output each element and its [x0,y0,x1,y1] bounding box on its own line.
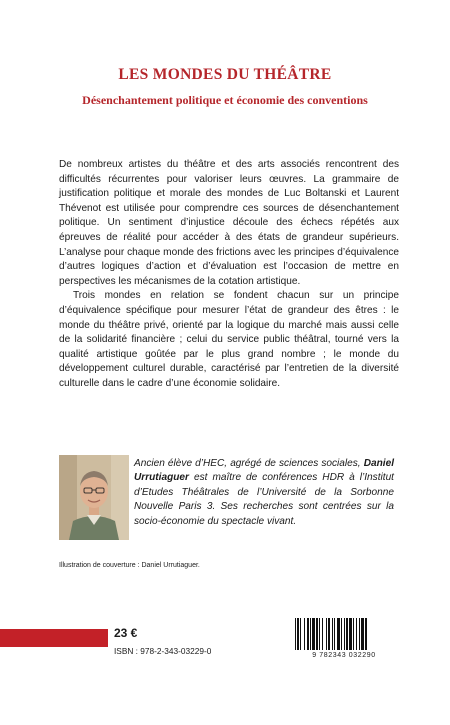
barcode-bar [316,618,318,650]
author-name: Daniel Urrutiaguer [134,458,394,484]
barcode-bar [297,618,299,650]
author-portrait-illustration [59,455,129,540]
book-title: LES MONDES DU THÉÂTRE [118,66,332,83]
barcode-bar [361,618,364,650]
barcode-bar [300,618,301,650]
book-subtitle: Désenchantement politique et économie des conventions [82,93,368,107]
barcode-bar [337,618,340,650]
barcode-bar [326,618,327,650]
barcode-bars [289,618,395,652]
bio-intro: Ancien élève d’HEC, agrégé de sciences sociales, [134,458,361,469]
barcode-bar [319,618,320,650]
barcode-bar [322,618,323,650]
barcode-bar [346,618,348,650]
back-cover-blurb [59,158,399,392]
barcode-bar [295,618,296,650]
cover-illustration-credit: Illustration de couverture : Daniel Urrutiaguer. [59,562,200,569]
price: 23 € [114,626,138,640]
barcode-bar [334,618,335,650]
barcode-bar [304,618,305,650]
blurb-paragraph-1: De nombreux artistes du théâtre et des arts associés rencontrent des difficultés récurrentes pour valoriser leurs œuvres. La grammaire de justification politique et morale des mondes de Luc Boltanski et Laurent Thévenot est utilisée pour comprendre ces sources de désenchantement politique. Un sentiment d’injustice découle des échecs répétés aux épreuves de réalité pour accéder à des états de grandeur supérieurs. L’analyse pour chaque monde des frictions avec les principes d’équivalence d’autres logiques d’action et d’évaluation est l’occasion de mettre en perspectives les mécanismes de la cotation artistique. [59,159,399,287]
barcode-bar [332,618,333,650]
barcode-bar [353,618,354,650]
barcode-bar [312,618,315,650]
barcode-bar [365,618,367,650]
barcode-bar [356,618,357,650]
barcode-bar [349,618,352,650]
author-photo [59,455,129,540]
barcode-bar [307,618,309,650]
barcode-bar [359,618,360,650]
barcode-bar [344,618,345,650]
red-accent-bar [0,629,108,647]
bio-text: est maître de conférences HDR à l’Institut d’Etudes Théâtrales de l’Université de la Sorbonne Nouvelle Paris 3. Ses recherches sont centrées sur la socio-économie du spectacle vivant. [134,472,394,527]
barcode-number: 9 782343 032290 [312,652,376,659]
barcode-bar [328,618,330,650]
barcode-bar [341,618,342,650]
author-bio [134,457,394,529]
blurb-paragraph-2: Trois mondes en relation se fondent chacun sur un principe d’équivalence spécifique pour mesurer l’état de grandeur des êtres : le monde du théâtre privé, orienté par la logique du marché mais aussi celle de la solidarité financière ; celui du service public théâtral, tourné vers la qualité artistique goûtée par le plus grand nombre ; le monde du développement culturel durable, caractérisé par l’entretien de la diversité culturelle dans le cadre d’une économie solidaire. [59,290,399,389]
barcode-bar [310,618,311,650]
isbn: ISBN : 978-2-343-03229-0 [114,646,212,656]
